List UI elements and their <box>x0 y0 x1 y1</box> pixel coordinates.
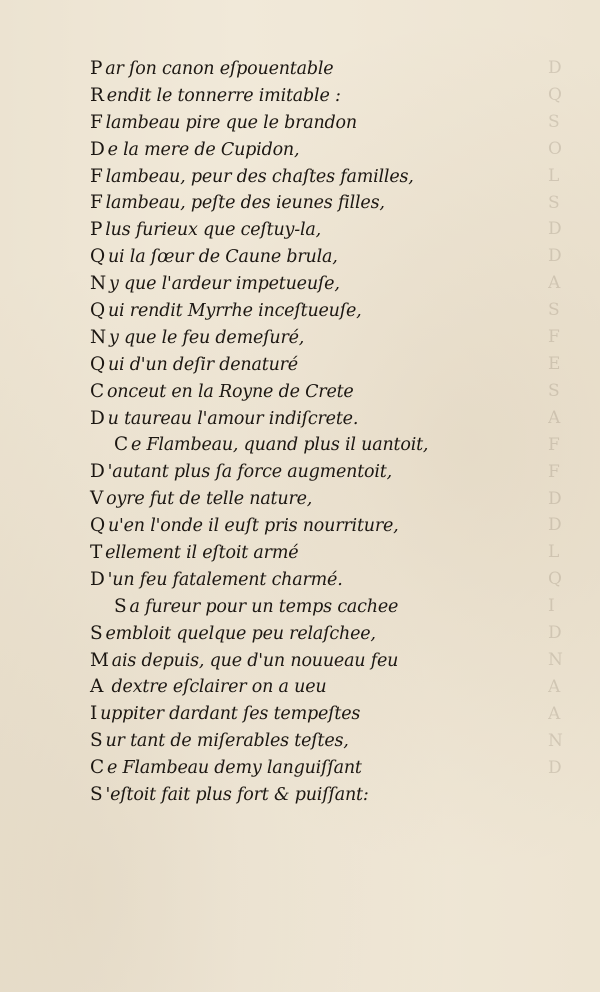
line-initial: N <box>90 326 106 348</box>
line-initial: Q <box>90 300 105 322</box>
verse-line <box>90 459 560 486</box>
verse-line <box>90 190 560 217</box>
poem-text <box>90 56 560 809</box>
line-initial: D <box>90 461 105 483</box>
verse-line <box>90 83 560 110</box>
line-initial: F <box>90 192 103 214</box>
verse-line <box>90 271 560 298</box>
line-text: lus furieux que ceſtuy-la, <box>105 220 321 241</box>
line-initial: C <box>90 380 104 402</box>
line-initial: A <box>90 676 104 698</box>
line-initial: V <box>90 488 104 510</box>
verse-line <box>90 406 560 433</box>
line-text: ellement il eſtoit armé <box>105 543 299 564</box>
line-initial: S <box>90 784 103 806</box>
line-text: endit le tonnerre imitable : <box>106 85 341 106</box>
line-initial: P <box>90 219 103 241</box>
verse-line <box>90 728 560 755</box>
verse-line <box>90 137 560 164</box>
line-initial: F <box>90 111 103 133</box>
verse-line <box>90 540 560 567</box>
line-text: a fureur pour un temps cachee <box>129 596 399 617</box>
verse-line <box>90 244 560 271</box>
line-text: uppiter dardant ſes tempeſtes <box>100 704 361 725</box>
line-text: ar ſon canon eſpouentable <box>105 59 334 79</box>
line-initial: D <box>90 138 105 160</box>
verse-line <box>90 298 560 325</box>
verse-line <box>90 325 560 352</box>
verse-line-indented <box>90 432 560 459</box>
verse-line <box>90 755 560 782</box>
verse-line <box>90 621 560 648</box>
line-initial: R <box>90 84 104 106</box>
line-initial: N <box>90 273 106 295</box>
verse-line <box>90 486 560 513</box>
line-text: lambeau, peur des chaſtes familles, <box>105 166 414 187</box>
line-text: embloit quelque peu relaſchee, <box>105 623 376 644</box>
line-text: u taureau l'amour indiſcrete. <box>107 408 359 429</box>
line-initial: S <box>90 622 103 644</box>
line-text: 'un feu fatalement charmé. <box>107 569 343 590</box>
line-text: lambeau pire que le brandon <box>105 112 357 133</box>
line-text: ur tant de miſerables teſtes, <box>105 731 349 752</box>
line-text: ais depuis, que d'un nouueau feu <box>111 650 399 671</box>
show-through-text: D Q S O L S D D A S F E S A F F D D L Q I D N A A N D <box>548 58 563 778</box>
line-text: ui rendit Myrrhe inceſtueuſe, <box>107 301 362 322</box>
line-text: dextre eſclairer on a ueu <box>106 677 327 698</box>
verse-line <box>90 782 560 809</box>
line-initial: D <box>90 407 105 429</box>
verse-line <box>90 674 560 701</box>
line-initial: I <box>90 703 98 725</box>
line-text: y que l'ardeur impetueuſe, <box>109 274 340 295</box>
line-text: oyre fut de telle nature, <box>106 489 313 510</box>
verse-line <box>90 110 560 137</box>
line-text: ui la ſœur de Caune brula, <box>107 247 338 268</box>
line-initial: Q <box>90 353 105 375</box>
line-initial: Q <box>90 246 105 268</box>
verse-line-indented <box>90 594 560 621</box>
line-text: u'en l'onde il euſt pris nourriture, <box>107 516 399 537</box>
verse-line <box>90 164 560 191</box>
verse-line <box>90 701 560 728</box>
line-text: 'eſtoit fait plus fort & puiſſant: <box>105 785 369 806</box>
line-text: y que le feu demeſuré, <box>109 327 305 348</box>
line-initial: P <box>90 58 103 79</box>
line-text: ui d'un deſir denaturé <box>107 354 298 375</box>
line-initial: F <box>90 165 103 187</box>
verse-line <box>90 379 560 406</box>
line-initial: C <box>114 434 128 456</box>
line-text: lambeau, peſte des ieunes filles, <box>105 193 385 214</box>
verse-line <box>90 513 560 540</box>
line-initial: S <box>90 730 103 752</box>
verse-line <box>90 352 560 379</box>
line-initial: T <box>90 542 103 564</box>
verse-line <box>90 56 560 83</box>
line-text: e Flambeau demy languiſſant <box>106 758 362 779</box>
line-text: 'autant plus ſa force augmentoit, <box>107 462 392 483</box>
line-initial: Q <box>90 515 105 537</box>
verse-line <box>90 217 560 244</box>
line-text: onceut en la Royne de Crete <box>106 381 354 402</box>
line-text: e Flambeau, quand plus il uantoit, <box>130 435 429 456</box>
line-initial: C <box>90 757 104 779</box>
line-text: e la mere de Cupidon, <box>107 139 300 160</box>
line-initial: D <box>90 568 105 590</box>
verse-line <box>90 648 560 675</box>
verse-line <box>90 567 560 594</box>
line-initial: S <box>114 595 127 617</box>
line-initial: M <box>90 649 109 671</box>
